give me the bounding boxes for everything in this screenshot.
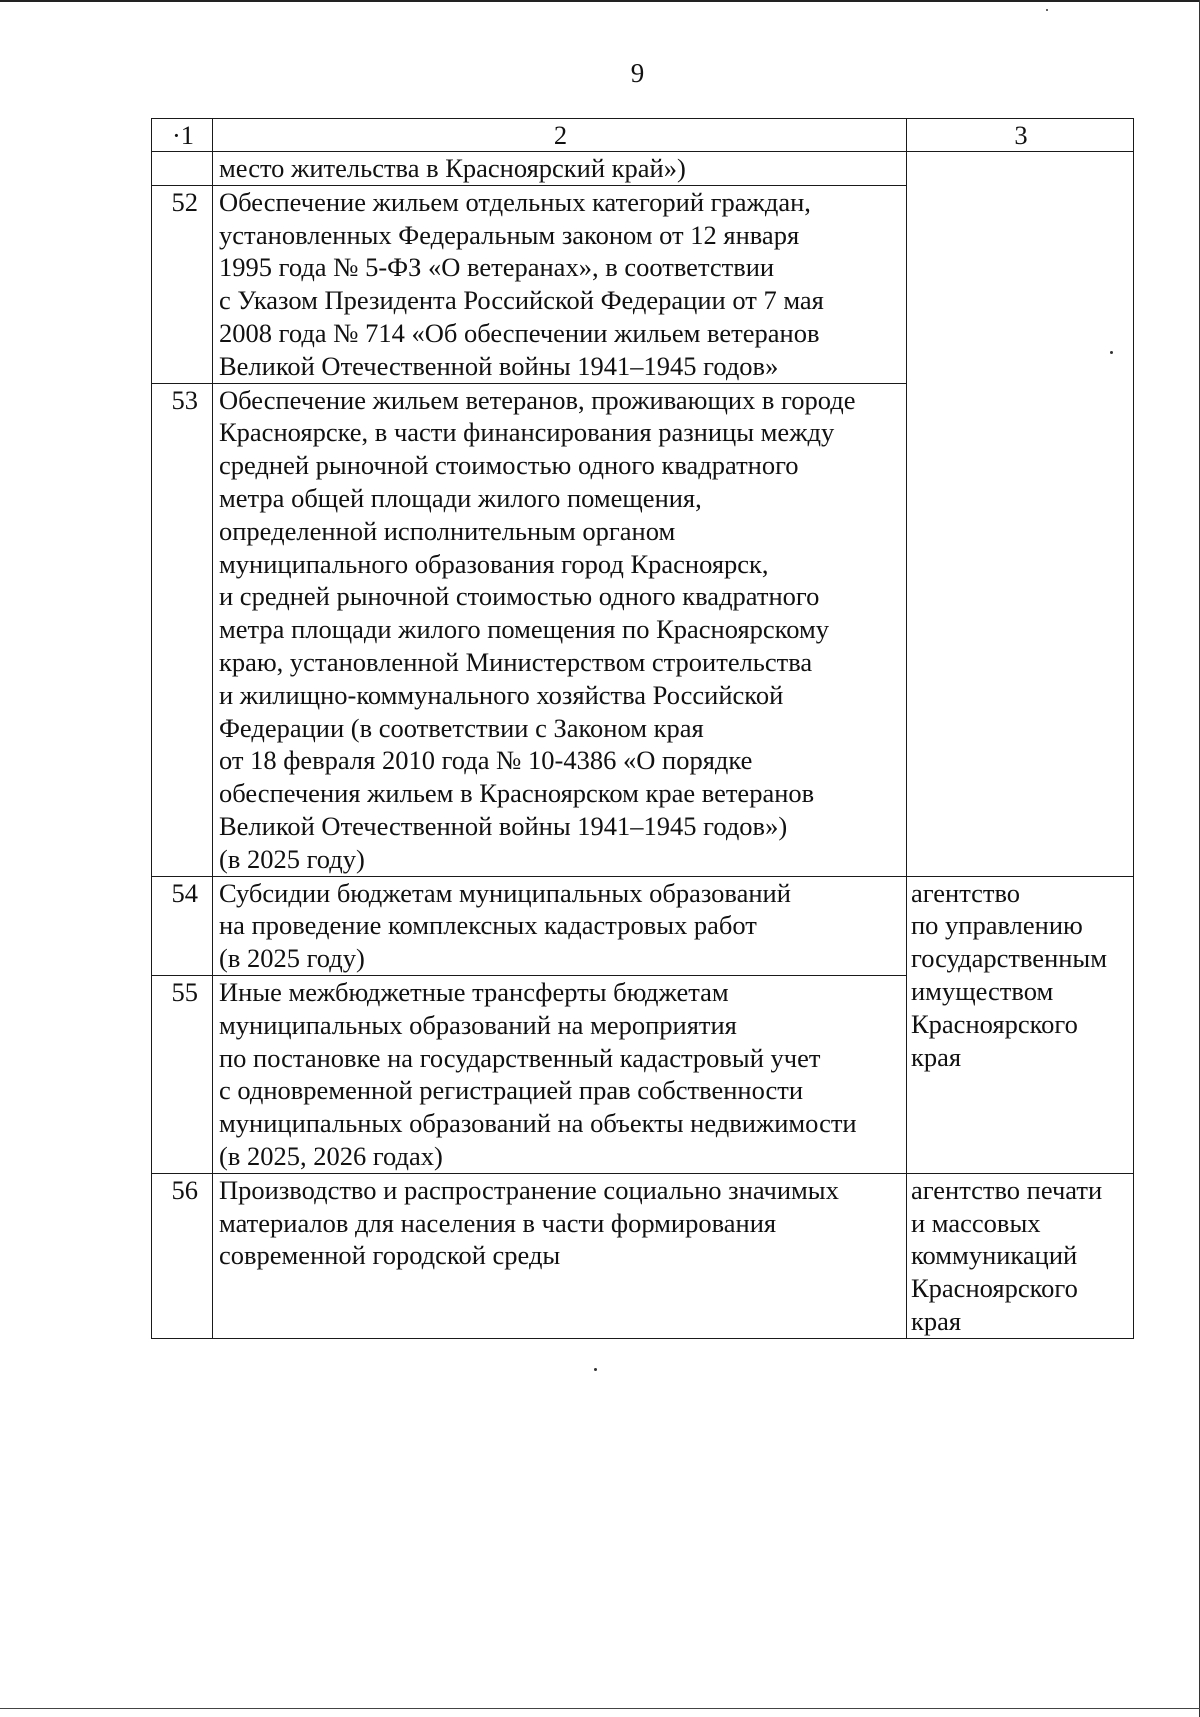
scan-speck	[1046, 9, 1048, 11]
text-line: агентство	[911, 877, 1021, 908]
table-row-54	[152, 876, 1134, 975]
text-line: с Указом Президента Российской Федерации от 7 мая	[219, 285, 824, 316]
text-line: (в 2025 году)	[219, 943, 365, 974]
text-line: и массовых	[911, 1207, 1041, 1238]
text-line: обеспечения жильем в Красноярском крае ветеранов	[219, 778, 815, 809]
text-line: края	[911, 1041, 962, 1072]
text-line: и средней рыночной стоимостью одного квадратного	[219, 581, 820, 612]
row-number-52: 52	[152, 185, 213, 383]
text-line: Иные межбюджетные трансферты бюджетам	[219, 976, 729, 1007]
text-line: Великой Отечественной войны 1941–1945 годов»	[219, 350, 779, 381]
scan-edge-top	[0, 0, 1200, 2]
text-line: Великой Отечественной войны 1941–1945 годов»)	[219, 810, 788, 841]
row-description-56	[213, 1173, 907, 1338]
text-line: метра площади жилого помещения по Красноярскому	[219, 614, 829, 645]
text-line: (в 2025, 2026 годах)	[219, 1140, 443, 1171]
text-line: место жительства в Красноярский край»)	[219, 153, 686, 183]
row-description-55	[213, 975, 907, 1173]
text-line: от 18 февраля 2010 года № 10-4386 «О порядке	[219, 745, 753, 776]
text-line: современной городской среды	[219, 1240, 561, 1271]
text-line: муниципального образования город Красноярск,	[219, 548, 769, 579]
text-line: коммуникаций	[911, 1240, 1078, 1271]
responsible-agency-property	[907, 876, 1134, 1173]
scan-edge-bottom	[0, 1708, 1200, 1709]
text-line: средней рыночной стоимостью одного квадратного	[219, 450, 799, 481]
text-line: установленных Федеральным законом от 12 января	[219, 219, 800, 250]
text-line: Обеспечение жильем отдельных категорий граждан,	[219, 186, 811, 217]
text-line: Федерации (в соответствии с Законом края	[219, 712, 704, 743]
text-line: 2008 года № 714 «Об обеспечении жильем ветеранов	[219, 317, 820, 348]
text-line: государственным	[911, 943, 1108, 974]
text-line: 1995 года № 5-ФЗ «О ветеранах», в соответствии	[219, 252, 775, 283]
page-number: 9	[630, 58, 645, 88]
row-number-54: 54	[152, 876, 213, 975]
text-line: имуществом	[911, 975, 1054, 1006]
header-cell-2: 2	[213, 119, 907, 152]
scan-speck	[1110, 351, 1113, 354]
text-line: муниципальных образований на объекты недвижимости	[219, 1108, 857, 1139]
text-line: краю, установленной Министерством строительства	[219, 646, 813, 677]
text-line: и жилищно-коммунального хозяйства Российской	[219, 679, 784, 710]
text-line: Красноярского	[911, 1273, 1078, 1304]
text-line: определенной исполнительным органом	[219, 515, 676, 546]
table-header-row	[152, 119, 1134, 152]
text-line: метра общей площади жилого помещения,	[219, 482, 702, 513]
row-description-53	[213, 383, 907, 876]
table-row-continuation	[152, 152, 1134, 186]
row-number-cell	[152, 152, 213, 186]
row-number-56: 56	[152, 1173, 213, 1338]
text-line: муниципальных образований на мероприятия	[219, 1009, 737, 1040]
text-line: по управлению	[911, 910, 1083, 941]
text-line: края	[911, 1305, 962, 1336]
responsible-agency-press	[907, 1173, 1134, 1338]
text-line: Красноярского	[911, 1008, 1078, 1039]
text-line: (в 2025 году)	[219, 843, 365, 874]
text-line: по постановке на государственный кадастровый учет	[219, 1042, 821, 1073]
text-line: материалов для населения в части формирования	[219, 1207, 777, 1238]
text-line: с одновременной регистрацией прав собственности	[219, 1075, 804, 1106]
text-line: Обеспечение жильем ветеранов, проживающих в городе	[219, 384, 856, 415]
header-cell-1: ·1	[152, 119, 213, 152]
row-description-52	[213, 185, 907, 383]
row-description-cell	[213, 152, 907, 186]
text-line: Производство и распространение социально значимых	[219, 1174, 839, 1205]
header-cell-3: 3	[907, 119, 1134, 152]
document-table	[151, 118, 1134, 1339]
row-number-55: 55	[152, 975, 213, 1173]
text-line: Красноярске, в части финансирования разницы между	[219, 417, 835, 448]
scan-speck	[594, 1368, 597, 1371]
text-line: Субсидии бюджетам муниципальных образований	[219, 877, 791, 908]
text-line: агентство печати	[911, 1174, 1103, 1205]
row-number-53: 53	[152, 383, 213, 876]
responsible-cell-empty	[907, 152, 1134, 877]
row-description-54	[213, 876, 907, 975]
text-line: на проведение комплексных кадастровых работ	[219, 910, 757, 941]
table-row-56	[152, 1173, 1134, 1338]
